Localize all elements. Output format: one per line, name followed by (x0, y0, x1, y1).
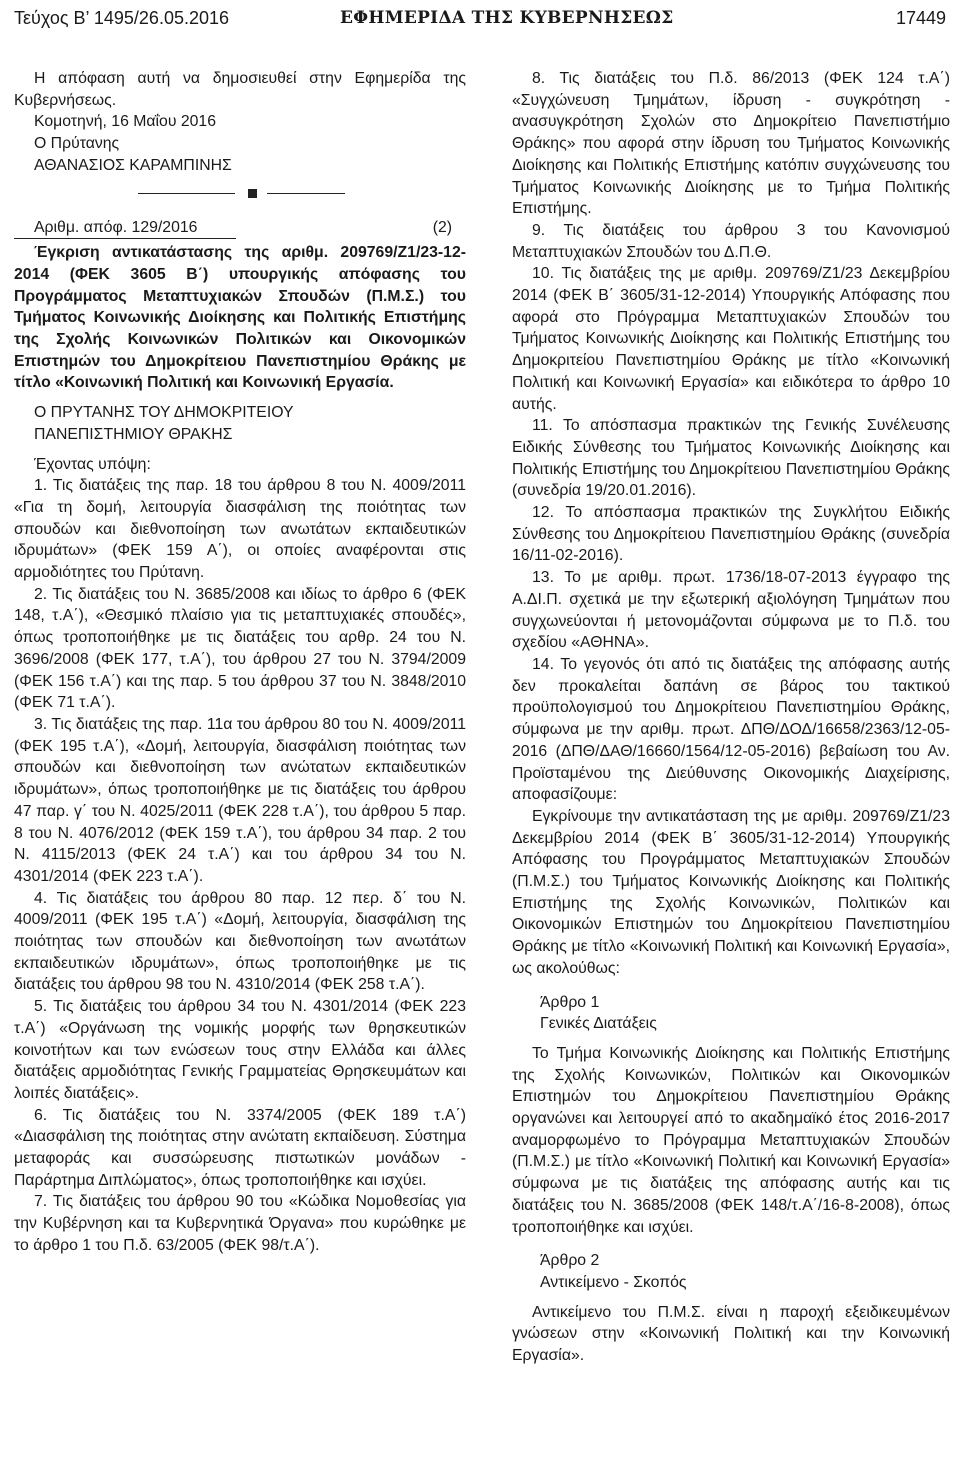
list-item: 9. Τις διατάξεις του άρθρου 3 του Κανονισμού Μεταπτυχιακών Σπουδών του Δ.Π.Θ. (512, 221, 950, 261)
issue-info: Τεύχος Β’ 1495/26.05.2016 (14, 8, 230, 28)
list-item: 5. Τις διατάξεις του άρθρου 34 του Ν. 4301/2014 (ΦΕΚ 223 τ.Α΄) «Οργάνωση της νομικής μορφής των θρησκευτικών κοινοτήτων και των ενώσεων τους στην Ελλάδα και άλλες διατάξεις αρμοδιότητας Γενικής Γραμματείας Θρησκευμάτων και λοιπές διατάξεις». (14, 998, 466, 1102)
right-column (512, 68, 950, 1367)
decision-rule (14, 238, 236, 239)
authority-block (34, 402, 466, 445)
list-item: 7. Τις διατάξεις του άρθρου 90 του «Κώδικα Νομοθεσίας για την Κυβέρνηση και τα Κυβερνητικά Όργανα» που κυρώθηκε με το άρθρο 1 του Π.δ. 63/2005 (ΦΕΚ 98/τ.Α΄). (14, 1193, 466, 1254)
approval-text: Εγκρίνουμε την αντικατάσταση της με αριθμ. 209769/Ζ1/23 Δεκεμβρίου 2014 (ΦΕΚ Β΄ 3605/31-12-2014) Υπουργικής Απόφασης του Προγράμματος Μεταπτυχιακών Σπουδών (Π.Μ.Σ.) του Τμήματος Κοινωνικής Διοίκησης και Πολιτικής Επιστήμης της Σχολής Κοινωνικών, Πολιτικών και Οικονομικών Επιστημών του Δημοκρίτειου Πανεπιστημίου Θράκης με τίτλο «Κοινωνική Πολιτική και Κοινωνική Εργασία», ως ακολούθως: (512, 807, 950, 977)
list-item: 10. Τις διατάξεις της με αριθμ. 209769/Ζ1/23 Δεκεμβρίου 2014 (ΦΕΚ Β΄ 3605/31-12-2014) Υπουργικής Απόφασης που αφορά στο Πρόγραμμα Μεταπτυχιακών Σπουδών του Τμήματος Κοινωνικής Διοίκησης και Πολιτικής Επιστήμης του Δημοκριτείου Πανεπιστημίου Θράκης με τίτλο «Κοινωνική Πολιτική και Κοινωνική Εργασία» και ειδικότερα το άρθρο 10 αυτής. (512, 265, 950, 413)
signer-name: ΑΘΑΝΑΣΙΟΣ ΚΑΡΑΜΠΙΝΗΣ (34, 156, 232, 174)
separator-square-icon (248, 189, 257, 198)
separator-line (267, 193, 345, 194)
list-item: 8. Τις διατάξεις του Π.δ. 86/2013 (ΦΕΚ 124 τ.Α΄) «Συγχώνευση Τμημάτων, ίδρυση - συγκρότηση - ανασυγκρότηση Σχολών στο Δημοκρίτειο Πανεπιστήμιο Θράκης» που αφορά στην ίδρυση του Τμήματος Κοινωνικής Διοίκησης και Πολιτικής Επιστήμης κατόπιν συγχώνευσης του Τμήματος Κοινωνικής Διοίκησης με το Τμήμα Πολιτικής Επιστήμης. (512, 70, 950, 218)
article-2-title: Αντικείμενο - Σκοπός (540, 1273, 687, 1291)
article-2-number: Άρθρο 2 (540, 1252, 600, 1270)
list-item: 1. Τις διατάξεις της παρ. 18 του άρθρου 8 του Ν. 4009/2011 «Για τη δομή, λειτουργία διασφάλιση της ποιότητας των σπουδών και διεθνοποίηση των ανωτάτων εκπαιδευτικών ιδρυμάτων» (ΦΕΚ 159 Α΄), οι οποίες αναφέρονται στις αρμοδιότητες του Πρύτανη. (14, 477, 466, 582)
list-item: 3. Τις διατάξεις της παρ. 11α του άρθρου 80 του Ν. 4009/2011 (ΦΕΚ 195 τ.Α΄), «Δομή, λειτουργία, διασφάλιση ποιότητας των σπουδών και διεθνοποίηση των ανώτατων εκπαιδευτικών ιδρυμάτων», όπως τροποποιήθηκε με τις διατάξεις του άρθρου 47 παρ. γ΄ του Ν. 4025/2011 (ΦΕΚ 228 τ.Α΄), του άρθρου 5 παρ. 8 του Ν. 4076/2012 (ΦΕΚ 159 τ.Α΄), του άρθρου 34 παρ. 2 του Ν. 4115/2013 (ΦΕΚ 24 τ.Α΄) και του άρθρου 34 του Ν. 4301/2014 (ΦΕΚ 223 τ.Α΄). (14, 715, 466, 885)
left-column (14, 68, 466, 1257)
page-number: 17449 (895, 8, 946, 28)
decision-number: Αριθμ. απόφ. 129/2016 (34, 218, 198, 236)
page-header (0, 0, 960, 40)
authority-line-2: ΠΑΝΕΠΙΣΤΗΜΙΟΥ ΘΡΑΚΗΣ (34, 425, 233, 443)
list-item: 13. Το με αριθμ. πρωτ. 1736/18-07-2013 έγγραφο της Α.ΔΙ.Π. σχετικά με την εξωτερική αξιολόγηση Τμημάτων που συγχωνεύονται ή μετονομάζονται σύμφωνα με το Π.δ. του σχεδίου «ΑΘΗΝΑ». (512, 569, 950, 652)
article-1-text: Το Τμήμα Κοινωνικής Διοίκησης και Πολιτικής Επιστήμης της Σχολής Κοινωνικών, Πολιτικών και Οικονομικών Επιστημών του Δημοκρίτειου Πανεπιστημίου Θράκης οργανώνει και λειτουργεί από το ακαδημαϊκό έτος 2016-2017 αναμορφωμένο το Πρόγραμμα Μεταπτυχιακών Σπουδών (Π.Μ.Σ.) με τίτλο «Κοινωνική Πολιτική και Κοινωνική Εργασία» σύμφωνα με τις διατάξεις της απόφασης αυτής και τις διατάξεις του Ν. 3685/2008 (ΦΕΚ 148/τ.Α΄/16-8-2008), όπως τροποποιήθηκε και ισχύει. (512, 1044, 950, 1236)
decision-index: (2) (432, 218, 452, 236)
list-item: 2. Τις διατάξεις του Ν. 3685/2008 και ιδίως το άρθρο 6 (ΦΕΚ 148, τ.Α΄), «Θεσμικό πλαίσιο για τις μεταπτυχιακές σπουδές», όπως τροποποιήθηκε με τις διατάξεις του αρθρ. 24 του Ν. 3696/2008 (ΦΕΚ 177, τ.Α΄), του άρθρου 27 του Ν. 3794/2009 (ΦΕΚ 156 τ.Α΄) και της παρ. 5 του άρθρου 37 του Ν. 3848/2010 (ΦΕΚ 71 τ.Α΄). (14, 585, 466, 712)
signature-block (34, 111, 466, 176)
list-item: 11. Το απόσπασμα πρακτικών της Γενικής Συνέλευσης Ειδικής Σύνθεσης του Τμήματος Κοινωνικής Διοίκησης και Πολιτικής Επιστήμης του Δημοκρίτειου Πανεπιστημίου Θράκης (συνεδρία 19/20.01.2016). (512, 417, 950, 500)
section-separator (14, 177, 466, 217)
separator-line (138, 193, 235, 194)
list-item: 12. Το απόσπασμα πρακτικών της Συγκλήτου Ειδικής Σύνθεσης του Δημοκρίτειου Πανεπιστημίου Θράκης (συνεδρία 16/11-02-2016). (512, 504, 950, 565)
list-item: 4. Τις διατάξεις του άρθρου 80 παρ. 12 περ. δ΄ του Ν. 4009/2011 (ΦΕΚ 195 τ.Α΄) «Δομή, λειτουργία, διασφάλιση της ποιότητας των σπουδών και διεθνοποίηση των ανωτάτων εκπαιδευτικών ιδρυμάτων», όπως τροποποιήθηκε με τις διατάξεις του άρθρου 98 του Ν. 4310/2014 (ΦΕΚ 258 τ.Α΄). (14, 889, 466, 994)
article-1-number: Άρθρο 1 (540, 993, 600, 1011)
article-2-text: Αντικείμενο του Π.Μ.Σ. είναι η παροχή εξειδικευμένων γνώσεων στην «Κοινωνική Πολιτική και την Κοινωνική Εργασία». (512, 1303, 950, 1365)
considering-label: Έχοντας υπόψη: (34, 455, 151, 473)
decision-title: Έγκριση αντικατάστασης της αριθμ. 209769/Ζ1/23-12-2014 (ΦΕΚ 3605 Β΄) υπουργικής απόφασης του Προγράμματος Μεταπτυχιακών Σπουδών (Π.Μ.Σ.) του Τμήματος Κοινωνικής Διοίκησης και Πολιτικής Επιστήμης της Σχολής Κοινωνικών Πολιτικών και Οικονομικών Επιστημών του Δημοκρίτειου Πανεπιστημίου Θράκης με τίτλο «Κοινωνική Πολιτική και Κοινωνική Εργασία. (14, 244, 466, 392)
authority-line-1: Ο ΠΡΥΤΑΝΗΣ ΤΟΥ ΔΗΜΟΚΡΙΤΕΙΟΥ (34, 404, 294, 422)
list-item: 14. Το γεγονός ότι από τις διατάξεις της απόφασης αυτής δεν προκαλείται δαπάνη σε βάρος του τακτικού προϋπολογισμού του Δημοκρίτειου Πανεπιστημίου Θράκης, σύμφωνα με την αριθμ. πρωτ. ΔΠΘ/ΔΟΔ/16658/2363/12-05-2016 (ΔΠΘ/ΔΑΘ/16660/1564/12-05-2016) βεβαίωση του Αν. Προϊσταμένου της Διεύθυνσης Οικονομικής Διαχείρισης, αποφασίζουμε: (512, 655, 950, 804)
article-1-title: Γενικές Διατάξεις (540, 1015, 657, 1033)
place-date: Κομοτηνή, 16 Μαΐου 2016 (34, 113, 216, 131)
publish-order: Η απόφαση αυτή να δημοσιευθεί στην Εφημερίδα της Κυβερνήσεως. (14, 70, 466, 109)
list-item: 6. Τις διατάξεις του Ν. 3374/2005 (ΦΕΚ 189 τ.Α΄) «Διασφάλιση της ποιότητας στην ανώτατη εκπαίδευση. Σύστημα μεταφοράς και συσσώρευσης πιστωτικών μονάδων - Παράρτημα Διπλώματος», όπως τροποποιήθηκε και ισχύει. (14, 1106, 466, 1189)
signer-title: Ο Πρύτανης (34, 135, 120, 153)
gazette-title: ΕΦΗΜΕΡΙΔΑ ΤΗΣ ΚΥΒΕΡΝΗΣΕΩΣ (340, 8, 674, 28)
decision-number-row (14, 217, 466, 239)
